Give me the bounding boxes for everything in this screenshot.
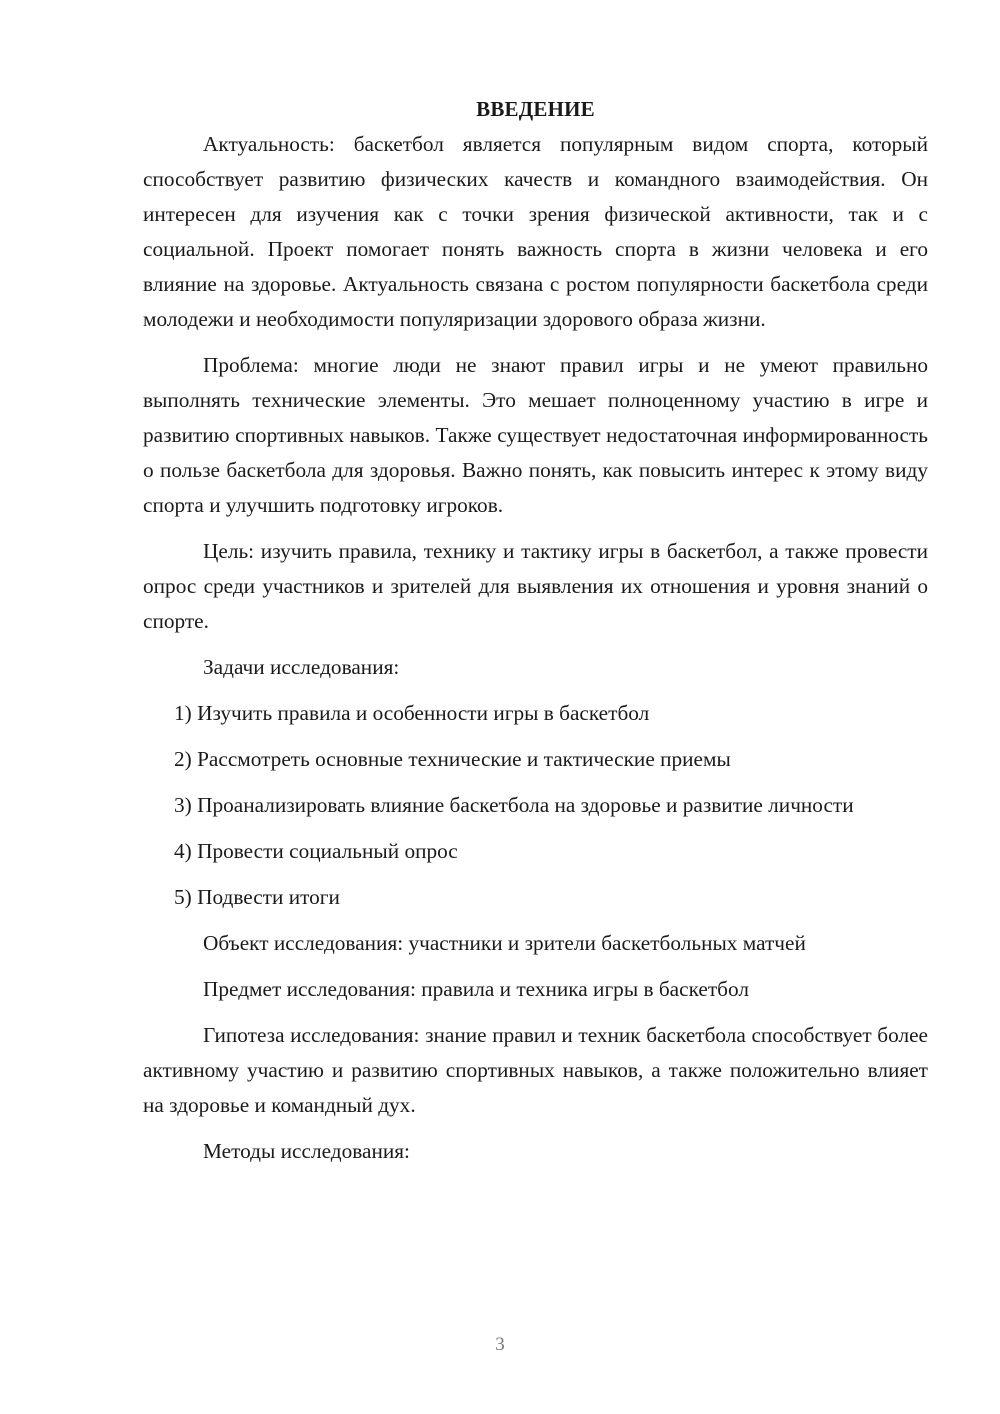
methods-heading: Методы исследования: — [203, 1139, 410, 1163]
goal-paragraph: Цель: изучить правила, технику и тактику игры в баскетбол, а также провести опрос среди участников и зрителей для выявления их отношения и уровня знаний о спорте. — [143, 539, 928, 633]
document-page — [143, 92, 928, 1169]
subject-paragraph: Предмет исследования: правила и техника игры в баскетбол — [203, 977, 749, 1001]
list-item: 2) Рассмотреть основные технические и тактические приемы — [174, 747, 731, 771]
problem-paragraph: Проблема: многие люди не знают правил игры и не умеют правильно выполнять технические элементы. Это мешает полноценному участию в игре и развитию спортивных навыков. Также существует недостаточная информированность о пользе баскетбола для здоровья. Важно понять, как повысить интерес к этому виду спорта и улучшить подготовку игроков. — [143, 353, 928, 517]
list-item: 1) Изучить правила и особенности игры в баскетбол — [174, 701, 650, 725]
hypothesis-paragraph: Гипотеза исследования: знание правил и техник баскетбола способствует более активному участию и развитию спортивных навыков, а также положительно влияет на здоровье и командный дух. — [143, 1023, 928, 1117]
list-item: 3) Проанализировать влияние баскетбола на здоровье и развитие личности — [174, 793, 854, 817]
page-title: ВВЕДЕНИЕ — [476, 97, 595, 121]
list-item: 4) Провести социальный опрос — [174, 839, 458, 863]
tasks-heading: Задачи исследования: — [203, 655, 400, 679]
page-number: 3 — [495, 1334, 505, 1355]
object-paragraph: Объект исследования: участники и зрители баскетбольных матчей — [203, 931, 806, 955]
tasks-list — [143, 696, 928, 915]
relevance-paragraph: Актуальность: баскетбол является популярным видом спорта, который способствует развитию физических качеств и командного взаимодействия. Он интересен для изучения как с точки зрения физической активности, так и с социальной. Проект помогает понять важность спорта в жизни человека и его влияние на здоровье. Актуальность связана с ростом популярности баскетбола среди молодежи и необходимости популяризации здорового образа жизни. — [143, 132, 928, 331]
list-item: 5) Подвести итоги — [174, 885, 340, 909]
